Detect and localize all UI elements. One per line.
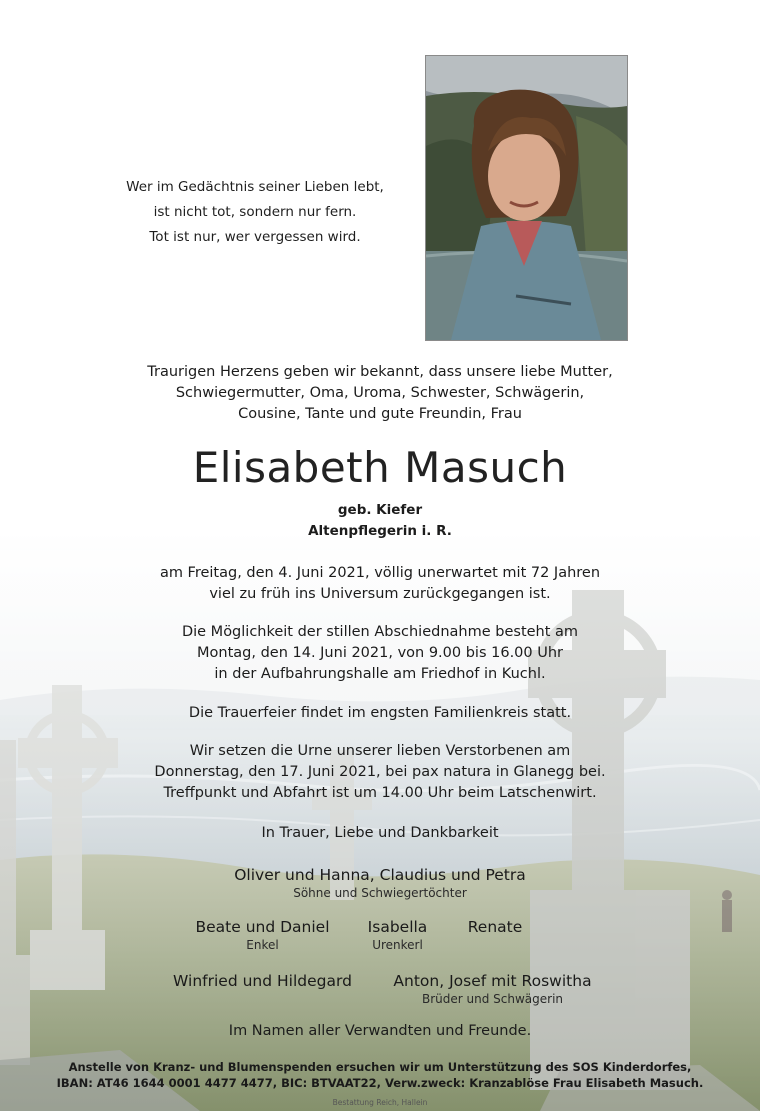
paragraph-line: Treffpunkt und Abfahrt ist um 14.00 Uhr beim Latschenwirt. xyxy=(163,785,597,801)
paragraph-line: Die Trauerfeier findet im engsten Familienkreis statt. xyxy=(188,705,572,721)
paragraph-line: am Freitag, den 4. Juni 2021, völlig unerwartet mit 72 Jahren xyxy=(159,565,601,581)
family-children xyxy=(0,866,760,900)
ceremony-paragraph xyxy=(0,703,760,724)
farewell-paragraph xyxy=(0,622,760,685)
family-role: Söhne und Schwiegertöchter xyxy=(293,886,467,900)
family-role: Enkel xyxy=(246,938,279,952)
notice-line: IBAN: AT46 1644 0001 4477 4477, BIC: BTVAAT22, Verw.zweck: Kranzablöse Frau Elisabeth Masuch. xyxy=(56,1076,704,1090)
paragraph-line: Wir setzen die Urne unserer lieben Verstorbenen am xyxy=(189,743,571,759)
quote-line: Wer im Gedächtnis seiner Lieben lebt, xyxy=(126,179,384,195)
family-names: Winfried und Hildegard xyxy=(173,972,352,990)
announcement-intro xyxy=(0,362,760,425)
paragraph-line: Donnerstag, den 17. Juni 2021, bei pax natura in Glanegg bei. xyxy=(154,764,606,780)
family-names: Anton, Josef mit Roswitha xyxy=(393,972,592,990)
paragraph-line: Die Möglichkeit der stillen Abschiednahme besteht am xyxy=(181,624,579,640)
portrait-illustration xyxy=(426,56,627,340)
quote-line: ist nicht tot, sondern nur fern. xyxy=(153,204,357,220)
family-extra xyxy=(455,918,535,936)
intro-line: Cousine, Tante und gute Freundin, Frau xyxy=(238,406,522,422)
paragraph-line: Montag, den 14. Juni 2021, von 9.00 bis 16.00 Uhr xyxy=(197,645,563,661)
urn-paragraph xyxy=(0,741,760,804)
final-line: Im Namen aller Verwandten und Freunde. xyxy=(228,1023,532,1039)
paragraph-line: in der Aufbahrungshalle am Friedhof in Kuchl. xyxy=(214,666,546,682)
deceased-details xyxy=(0,500,760,542)
family-siblings-a xyxy=(150,972,375,990)
family-names: Renate xyxy=(467,918,523,936)
family-role: Urenkerl xyxy=(372,938,423,952)
family-siblings-b xyxy=(375,972,610,1006)
deceased-name: Elisabeth Masuch xyxy=(192,443,568,492)
family-names: Oliver und Hanna, Claudius und Petra xyxy=(234,866,526,884)
memorial-quote xyxy=(100,175,410,250)
funeral-home-credit: Bestattung Reich, Hallein xyxy=(332,1098,428,1107)
profession: Altenpflegerin i. R. xyxy=(308,523,452,539)
birth-name: geb. Kiefer xyxy=(337,502,423,518)
family-names: Isabella xyxy=(367,918,428,936)
family-great-grandchildren xyxy=(355,918,440,952)
intro-line: Traurigen Herzens geben wir bekannt, dass unsere liebe Mutter, xyxy=(147,364,613,380)
notice-line: Anstelle von Kranz- und Blumenspenden ersuchen wir um Unterstützung des SOS Kinderdorfes, xyxy=(68,1060,692,1074)
donation-notice xyxy=(0,1059,760,1091)
death-paragraph xyxy=(0,563,760,605)
intro-line: Schwiegermutter, Oma, Uroma, Schwester, Schwägerin, xyxy=(175,385,585,401)
family-grandchildren xyxy=(180,918,345,952)
portrait-photo xyxy=(425,55,628,341)
family-names: Beate und Daniel xyxy=(195,918,330,936)
quote-line: Tot ist nur, wer vergessen wird. xyxy=(149,229,361,245)
family-role: Brüder und Schwägerin xyxy=(421,992,564,1006)
paragraph-line: viel zu früh ins Universum zurückgegangen ist. xyxy=(209,586,551,602)
closing-line: In Trauer, Liebe und Dankbarkeit xyxy=(261,825,499,841)
